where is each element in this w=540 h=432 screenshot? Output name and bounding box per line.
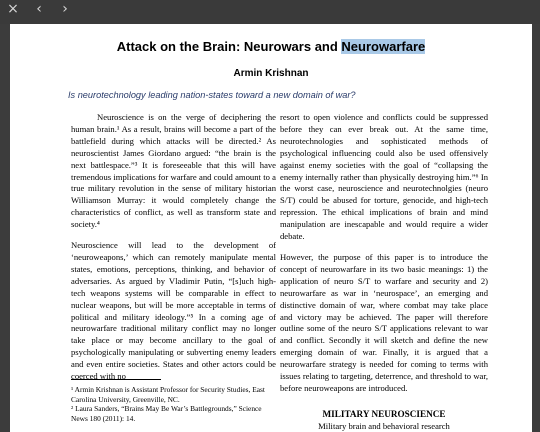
body-paragraph: resort to open violence and conflicts could be suppressed before they can ever break out. At the same time, neurotechnologies and sophisticated methods of psychological influencing could also be used offensively against enemy societies with the goal of “collapsing the enemy internally rather than physically destroying him.”⁶ In the worst case, neuroscience and neurotechnolgies (neuro S/T) could be abused for torture, genocide, and high-tech repression. The ethical implications of brain and mind manipulation are inescapable and would require a wider debate. — [280, 112, 488, 242]
close-icon[interactable]: × — [7, 1, 19, 17]
left-column — [71, 112, 276, 392]
section-subheading: Military brain and behavioral research — [318, 421, 450, 431]
title-highlighted-term[interactable]: Neurowarfare — [341, 39, 426, 54]
subtitle: Is neurotechnology leading nation-states toward a new domain of war? — [68, 90, 356, 100]
body-paragraph: Neuroscience will lead to the development of ‘neuroweapons,’ which can remotely manipulate mental states, emotions, perceptions, thinking, and behavior of adversaries. As argued by Vladimir Putin, “[s]uch high-tech weapons systems will be comparable in effect to nuclear weapons, but will be more acceptable in terms of political and military ideology.”⁵ In a coming age of neurowarfare traditional military conflict may no longer take place or may become ancillary to the goal of psychologically manipulating or subverting enemy leaders and even entire societies. States and other actors could be coerced with no — [71, 240, 276, 382]
footnote: ² Laura Sanders, “Brains May Be War’s Battlegrounds,” Science News 180 (2011): 14. — [71, 404, 262, 423]
section-heading: MILITARY NEUROSCIENCE — [322, 409, 446, 419]
footnote: ¹ Armin Krishnan is Assistant Professor for Security Studies, East Carolina University, Greenville, NC. — [71, 385, 265, 404]
page-title — [10, 39, 532, 54]
viewer-toolbar — [0, 0, 540, 24]
body-paragraph: Neuroscience is on the verge of deciphering the human brain.¹ As a result, brains will become a part of the battlefield during which attacks will be directed.² As neuroscientist James Giordano argued: “the brain is the next battlespace.”³ It is foreseeable that this will have tremendous implications for warfare and could amount to a true military revolution in the sense of military historian Williamson Murray: it would completely change the characteristics of conflict, as well as transform state and society.⁴ — [71, 112, 276, 230]
back-icon[interactable]: ‹ — [36, 1, 42, 17]
footnote-divider — [71, 379, 161, 380]
body-paragraph: However, the purpose of this paper is to introduce the concept of neurowarfare in its two basic meanings: 1) the application of neuro S/T to warfare and security and 2) neurowarfare as war in ‘neurospace’, an emerging and distinctive domain of war, where combat may take place and victory may be achieved. The paper will therefore outline some of the neuro S/T applications relevant to war and conflict. Secondly it will sketch and define the new emerging domain of war. Finally, it is argued that a neurowarfare strategy is needed for coming to terms with issues relating to targeting, deterrence, and threshold to war, before neuroweapons are introduced. — [280, 251, 488, 393]
document-page — [10, 24, 532, 432]
right-column — [280, 112, 488, 404]
author-name: Armin Krishnan — [233, 68, 309, 79]
title-text: Attack on the Brain: Neurowars and — [116, 39, 342, 54]
forward-icon[interactable]: › — [62, 1, 68, 17]
footnotes — [71, 385, 276, 423]
